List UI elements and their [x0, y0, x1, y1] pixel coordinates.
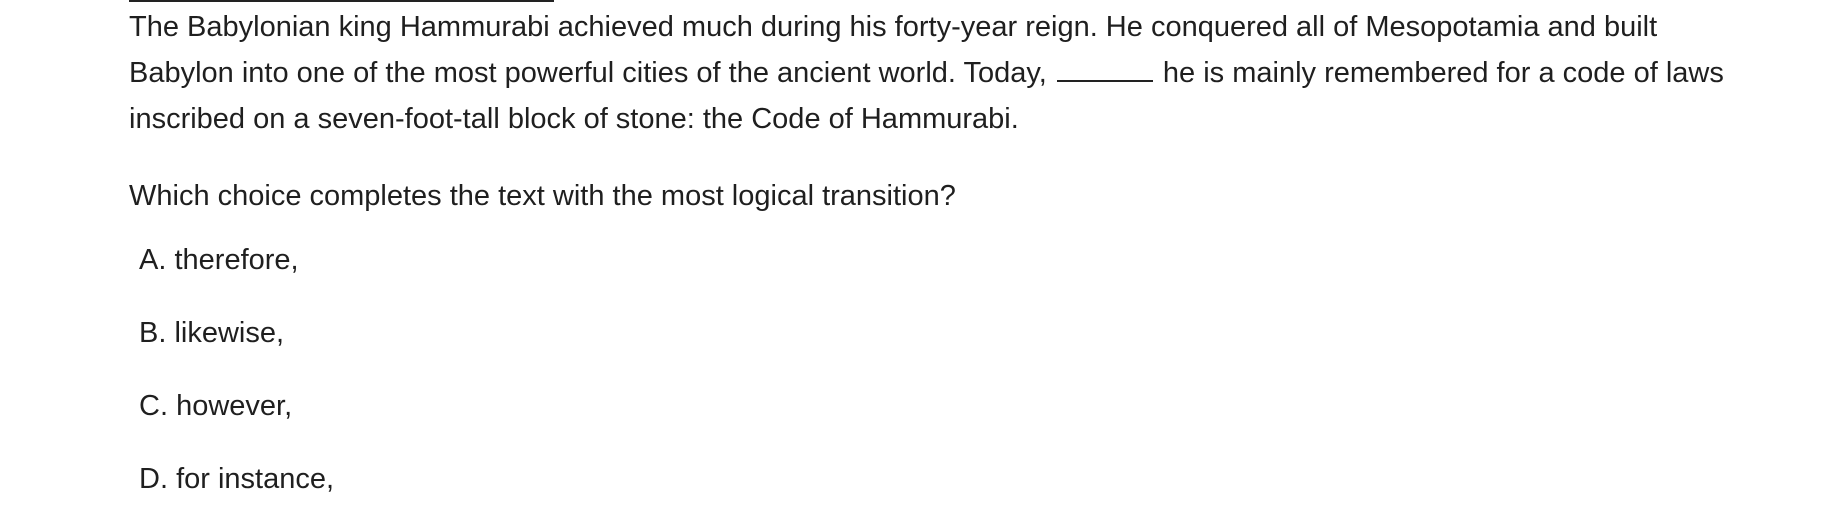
passage-after-blank: he is mainly remembered for a code of laws inscribed on a seven-foot-tall block of stone: the Code of Hammurabi.: [129, 57, 1724, 135]
choice-a[interactable]: [139, 237, 334, 283]
choice-c-text: however,: [176, 390, 293, 422]
choice-d-text: for instance,: [176, 463, 335, 495]
passage-text: [129, 4, 1729, 142]
choice-c[interactable]: [139, 383, 334, 429]
choice-c-letter: C.: [139, 390, 168, 422]
answer-blank: [1057, 58, 1153, 82]
passage-before-blank: The Babylonian king Hammurabi achieved much during his forty-year reign. He conquered all of Mesopotamia and built Babylon into one of the most powerful cities of the ancient world. Today,: [129, 11, 1658, 89]
choice-d-letter: D.: [139, 463, 168, 495]
choice-a-letter: A.: [139, 244, 167, 276]
answer-choices: [139, 237, 334, 529]
top-divider: [129, 0, 554, 2]
choice-b[interactable]: [139, 310, 334, 356]
choice-b-letter: B.: [139, 317, 167, 349]
choice-b-text: likewise,: [174, 317, 285, 349]
choice-d[interactable]: [139, 456, 334, 502]
choice-a-text: therefore,: [174, 244, 299, 276]
question-prompt: Which choice completes the text with the most logical transition?: [129, 180, 956, 212]
